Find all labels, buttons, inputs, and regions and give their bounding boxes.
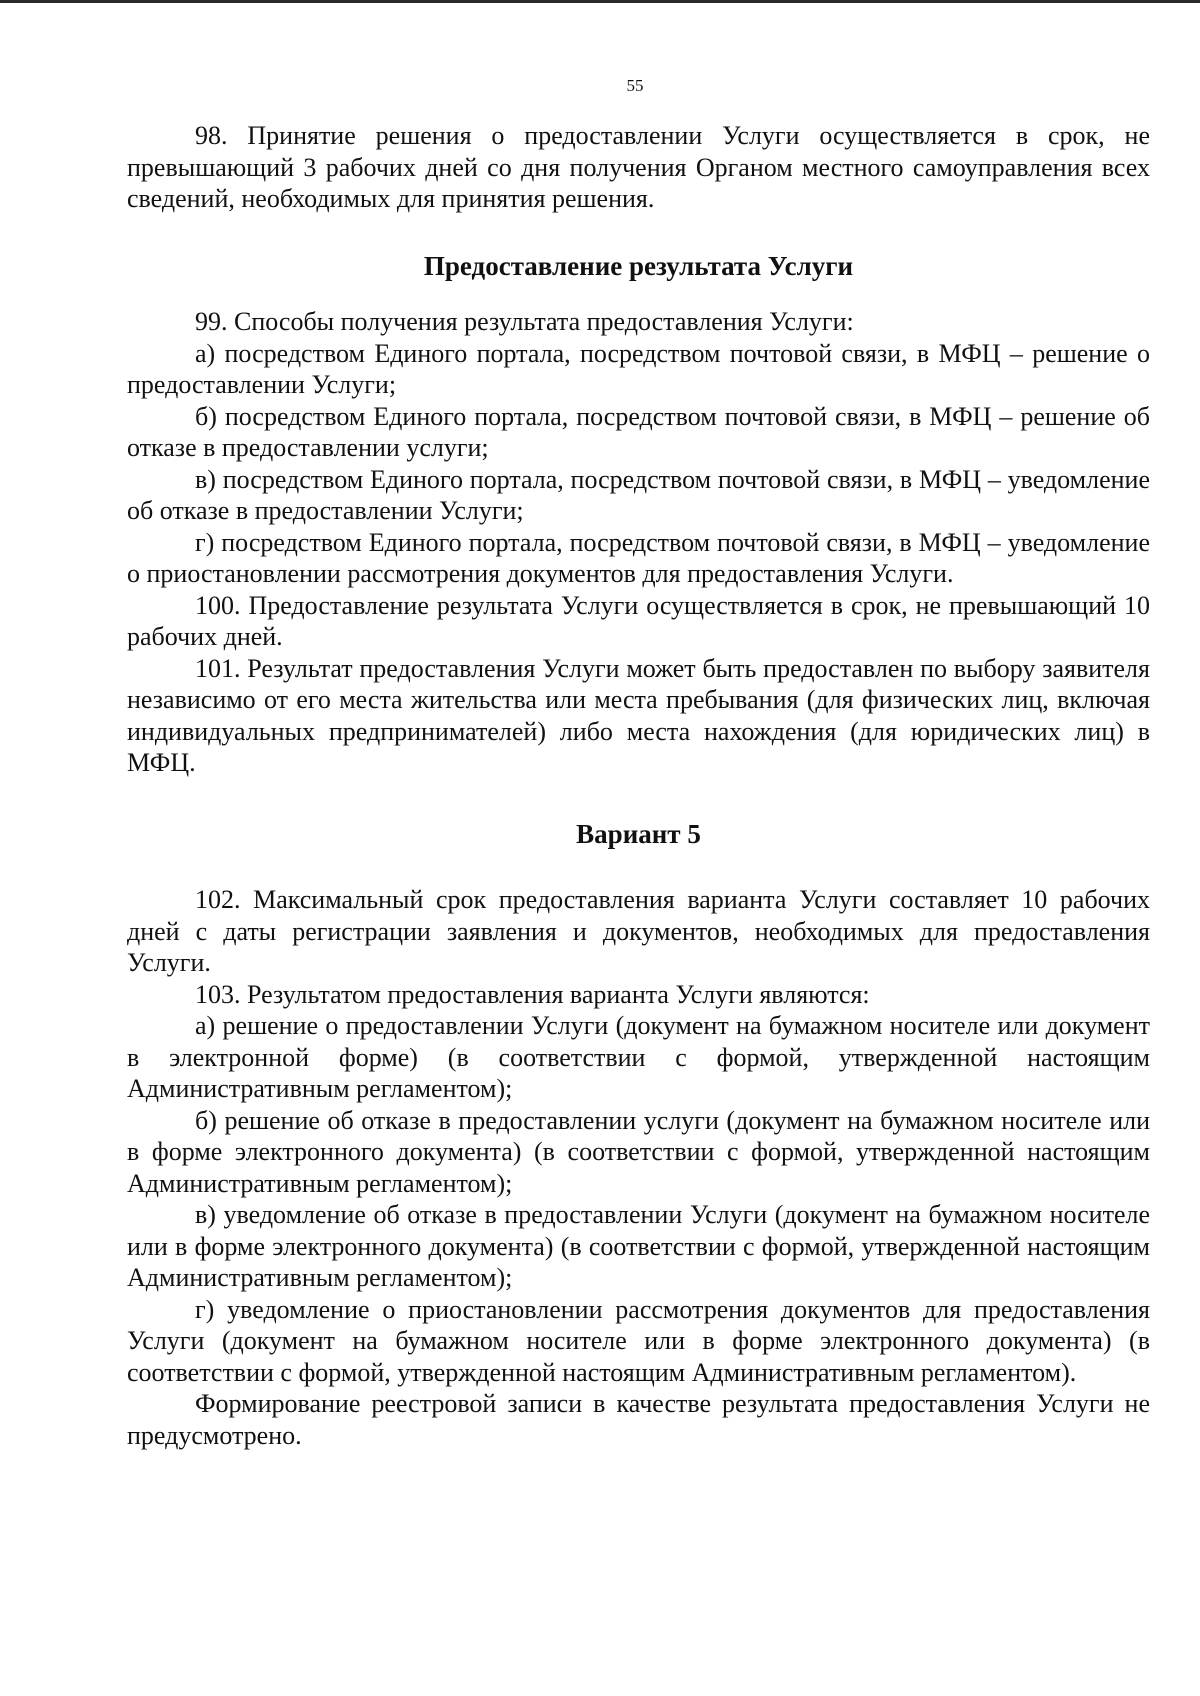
page-number: 55 — [626, 76, 644, 95]
paragraph-102: 102. Максимальный срок предоставления варианта Услуги составляет 10 рабочих дней с даты регистрации заявления и документов, необходимых для предоставления Услуги. — [127, 885, 1150, 977]
paragraph-99-b: б) посредством Единого портала, посредством почтовой связи, в МФЦ – решение об отказе в предоставлении услуги; — [127, 401, 1150, 462]
paragraph-99-a: а) посредством Единого портала, посредством почтовой связи, в МФЦ – решение о предоставлении Услуги; — [127, 338, 1150, 399]
document-body — [127, 120, 1150, 1451]
paragraph-103-v: в) уведомление об отказе в предоставлении Услуги (документ на бумажном носителе или в форме электронного документа) (в соответствии с формой, утвержденной настоящим Административным регламентом); — [127, 1200, 1150, 1292]
paragraph-103-g: г) уведомление о приостановлении рассмотрения документов для предоставления Услуги (документ на бумажном носителе или в форме электронного документа) (в соответствии с формой, утвержденной настоящим Административным регламентом). — [127, 1294, 1150, 1387]
paragraph-99-v: в) посредством Единого портала, посредством почтовой связи, в МФЦ – уведомление об отказе в предоставлении Услуги; — [127, 464, 1150, 525]
section-heading-result: Предоставление результата Услуги — [423, 250, 854, 281]
paragraph-98: 98. Принятие решения о предоставлении Услуги осуществляется в срок, не превышающий 3 рабочих дней со дня получения Органом местного самоуправления всех сведений, необходимых для принятия решения. — [127, 121, 1150, 213]
paragraph-103-a: а) решение о предоставлении Услуги (документ на бумажном носителе или документ в электронной форме) (в соответствии с формой, утвержденной настоящим Административным регламентом); — [127, 1011, 1150, 1103]
section-heading-variant-5: Вариант 5 — [576, 818, 701, 849]
paragraph-99: 99. Способы получения результата предоставления Услуги: — [195, 307, 854, 336]
paragraph-registry-note: Формирование реестровой записи в качестве результата предоставления Услуги не предусмотрено. — [127, 1389, 1150, 1450]
top-border-line — [0, 0, 1200, 3]
paragraph-103: 103. Результатом предоставления варианта Услуги являются: — [195, 979, 870, 1009]
paragraph-99-g: г) посредством Единого портала, посредством почтовой связи, в МФЦ – уведомление о приостановлении рассмотрения документов для предоставления Услуги. — [127, 527, 1150, 588]
paragraph-100: 100. Предоставление результата Услуги осуществляется в срок, не превышающий 10 рабочих дней. — [127, 590, 1150, 651]
paragraph-103-b: б) решение об отказе в предоставлении услуги (документ на бумажном носителе или в форме электронного документа) (в соответствии с формой, утвержденной настоящим Административным регламентом); — [127, 1105, 1150, 1198]
paragraph-101: 101. Результат предоставления Услуги может быть предоставлен по выбору заявителя независимо от его места жительства или места пребывания (для физических лиц, включая индивидуальных предпринимателей) либо места нахождения (для юридических лиц) в МФЦ. — [127, 653, 1150, 777]
